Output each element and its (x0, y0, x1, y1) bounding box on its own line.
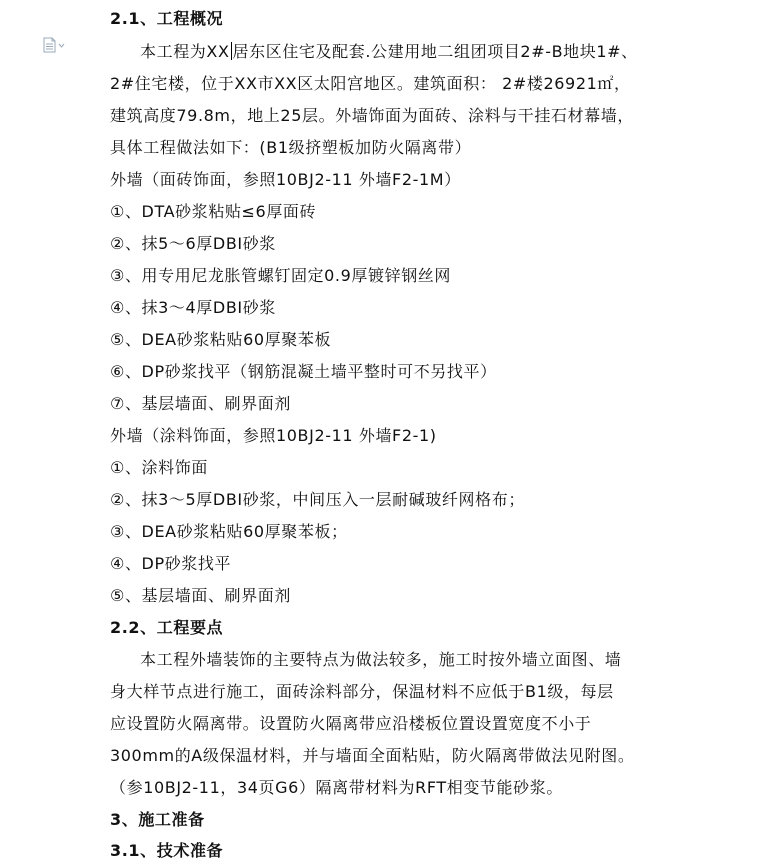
list-item: ②、抹5～6厚DBI砂浆 (110, 234, 276, 253)
paragraph-line: 应设置防火隔离带。设置防火隔离带应沿楼板位置设置宽度不小于 (110, 714, 592, 733)
document-icon[interactable] (43, 37, 67, 53)
section-heading-3-1: 3.1、技术准备 (110, 841, 224, 860)
list-item: ③、DEA砂浆粘贴60厚聚苯板； (110, 522, 348, 541)
text-after-cursor: 居东区住宅及配套.公建用地二组团项目2#-B地块1#、 (232, 42, 638, 61)
paragraph-line: 建筑高度79.8m，地上25层。外墙饰面为面砖、涂料与干挂石材幕墙， (110, 106, 634, 125)
text-cursor (231, 42, 232, 60)
list-item: ②、抹3～5厚DBI砂浆，中间压入一层耐碱玻纤网格布； (110, 490, 525, 509)
paragraph-line: 身大样节点进行施工，面砖涂料部分，保温材料不应低于B1级，每层 (110, 682, 614, 701)
list-item: ⑥、DP砂浆找平（钢筋混凝土墙平整时可不另找平） (110, 362, 497, 381)
paragraph-line: 本工程外墙装饰的主要特点为做法较多，施工时按外墙立面图、墙 (140, 650, 622, 669)
list-item: ①、DTA砂浆粘贴≤6厚面砖 (110, 202, 317, 221)
wall-spec-title: 外墙（面砖饰面，参照10BJ2-11 外墙F2-1M） (110, 170, 461, 189)
list-item: ④、DP砂浆找平 (110, 554, 232, 573)
paragraph-line: （参10BJ2-11，34页G6）隔离带材料为RFT相变节能砂浆。 (110, 778, 563, 797)
list-item: ④、抹3～4厚DBI砂浆 (110, 298, 276, 317)
list-item: ⑤、基层墙面、刷界面剂 (110, 586, 291, 605)
list-item: ①、涂料饰面 (110, 458, 208, 477)
section-heading-3: 3、施工准备 (110, 810, 205, 829)
paragraph-line: 具体工程做法如下：(B1级挤塑板加防火隔离带） (110, 138, 472, 157)
list-item: ③、用专用尼龙胀管螺钉固定0.9厚镀锌钢丝网 (110, 266, 451, 285)
text-before-cursor: 本工程为XX (140, 42, 230, 61)
wall-spec-title: 外墙（涂料饰面，参照10BJ2-11 外墙F2-1) (110, 426, 437, 445)
paragraph-line: 2#住宅楼，位于XX市XX区太阳宫地区。建筑面积： 2#楼26921㎡， (110, 74, 631, 93)
paragraph-line (140, 42, 638, 62)
paragraph-line: 300mm的A级保温材料，并与墙面全面粘贴，防火隔离带做法见附图。 (110, 746, 635, 765)
section-heading-2-1: 2.1、工程概况 (110, 9, 224, 28)
section-heading-2-2: 2.2、工程要点 (110, 618, 224, 637)
list-item: ⑤、DEA砂浆粘贴60厚聚苯板 (110, 330, 332, 349)
list-item: ⑦、基层墙面、刷界面剂 (110, 394, 291, 413)
